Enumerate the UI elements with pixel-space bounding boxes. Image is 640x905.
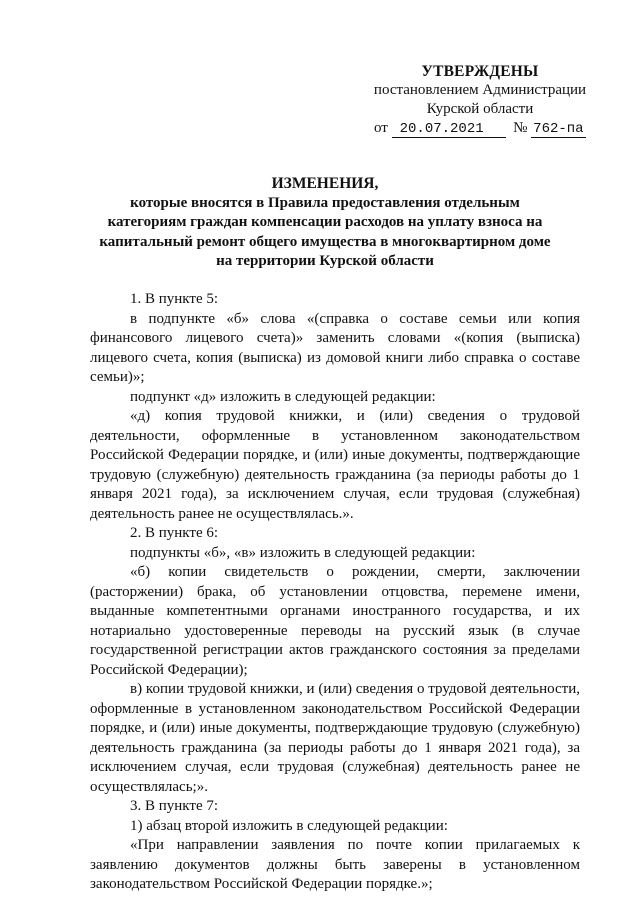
- paragraph: в подпункте «б» слова «(справка о составе семьи или копия финансового лицевого счета)» заменить словами «(копия (выписка) лицевого счета, копия (выписка) из домовой книги либо справка о составе семьи)»;: [90, 310, 580, 385]
- paragraph: 1. В пункте 5:: [130, 291, 219, 307]
- document-body: [90, 290, 580, 895]
- paragraph: подпункт «д» изложить в следующей редакции:: [130, 388, 436, 405]
- paragraph: 1) абзац второй изложить в следующей редакции:: [130, 817, 448, 834]
- approval-line-2: Курской области: [426, 101, 534, 117]
- paragraph: «б) копии свидетельств о рождении, смерти, заключении (расторжении) брака, об установлении отцовства, перемене имени, выданные компетентными органами иностранного государства, и их нотариально удостоверенные переводы на русский язык (в случае государственной регистрации актов гражданского состояния за пределами Российской Федерации);: [90, 564, 580, 678]
- paragraph: «д) копия трудовой книжки, и (или) сведения о трудовой деятельности, оформленные в установленном законодательством Российской Федерации порядке, и (или) иные документы, подтверждающие трудовую (служебную) деятельность гражданина (за периоды работы до 1 января 2021 года), за исключением случая, если трудовая (служебная) деятельность ранее не осуществлялась.».: [90, 408, 580, 522]
- paragraph: 3. В пункте 7:: [130, 798, 219, 814]
- date-prefix: от: [374, 120, 388, 136]
- approval-date: 20.07.2021: [392, 122, 506, 138]
- document-title: ИЗМЕНЕНИЯ,: [271, 175, 379, 192]
- approval-title: УТВЕРЖДЕНЫ: [421, 63, 539, 80]
- paragraph: в) копии трудовой книжки, и (или) сведения о трудовой деятельности, оформленные в установленном законодательством Российской Федерации порядке, и (или) иные документы, подтверждающие трудовую (служебную) деятельность гражданина (за периоды работы до 1 января 2021 года), за исключением случая, если трудовая (служебная) деятельность ранее не осуществлялась;».: [90, 681, 580, 795]
- paragraph: подпункты «б», «в» изложить в следующей редакции:: [130, 544, 476, 561]
- document-heading: [90, 174, 560, 272]
- approval-line-1: постановлением Администрации: [373, 82, 587, 98]
- paragraph: 2. В пункте 6:: [130, 525, 219, 541]
- document-subtitle: которые вносятся в Правила предоставления отдельным категориям граждан компенсации расходов на уплату взноса на капитальный ремонт общего имущества в многоквартирном доме на территории Курской области: [99, 194, 551, 270]
- approval-date-line: [360, 119, 600, 138]
- number-prefix: №: [513, 120, 528, 136]
- paragraph: «При направлении заявления по почте копии прилагаемых к заявлению документов должны быть заверены в установленном законодательством Российской Федерации порядке.»;: [90, 837, 580, 892]
- approval-number: 762-па: [533, 121, 584, 137]
- approval-block: [360, 62, 600, 138]
